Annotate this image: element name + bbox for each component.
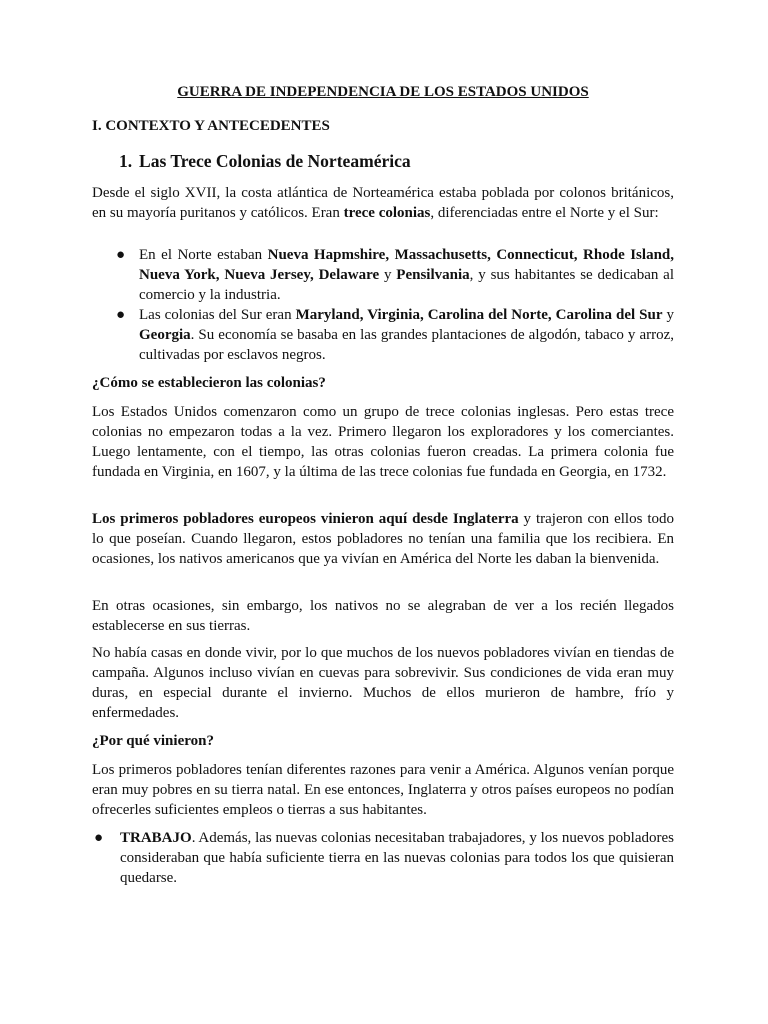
north-text-2: y (379, 267, 397, 283)
work-label: TRABAJO (120, 830, 192, 846)
north-text-1: En el Norte estaban (139, 247, 268, 263)
question-heading-1: ¿Cómo se establecieron las colonias? (92, 375, 326, 391)
paragraph-living-conditions: No había casas en donde vivir, por lo que muchos de los nuevos pobladores vivían en tiendas de campaña. Algunos incluso vivían en cuevas para sobrevivir. Sus condiciones de vida eran muy duras, en especial durante el invierno. Muchos de ellos murieron de hambre, frío y enfermedades. (92, 645, 674, 721)
paragraph-establishment: Los Estados Unidos comenzaron como un grupo de trece colonias inglesas. Pero estas trece colonias no empezaron todas a la vez. Primero llegaron los exploradores y los comerciantes. Luego lentamente, con el tiempo, las otras colonias fueron creadas. La primera colonia fue fundada en Virginia, en 1607, y la última de las trece colonias fue fundada en Georgia, en 1732. (92, 404, 674, 480)
subsection-number: 1. (119, 151, 133, 171)
intro-paragraph (92, 183, 674, 223)
subsection-heading (119, 151, 411, 171)
colonies-list (92, 245, 674, 365)
south-text-1: Las colonias del Sur eran (139, 307, 296, 323)
question-heading-2: ¿Por qué vinieron? (92, 733, 214, 749)
subsection-label: Las Trece Colonias de Norteamérica (139, 151, 411, 171)
list-item-work (92, 828, 674, 888)
list-item-south (92, 305, 674, 365)
first-settlers-bold: Los primeros pobladores europeos vinieron aquí desde Inglaterra (92, 511, 519, 527)
intro-text-2: , diferenciadas entre el Norte y el Sur: (430, 205, 659, 221)
bullet-icon: ● (116, 247, 126, 263)
intro-bold-term: trece colonias (343, 205, 431, 221)
reasons-list (92, 828, 674, 888)
first-settlers-text: y trajeron con ellos todo lo que poseían. Cuando llegaron, estos pobladores no tenían una familia que los recibiera. En ocasiones, los nativos americanos que ya vivían en América del Norte les daban la bienvenida. (92, 511, 674, 567)
south-colony-last: Georgia (139, 327, 191, 343)
south-text-2: y (662, 307, 675, 323)
paragraph-reasons: Los primeros pobladores tenían diferentes razones para venir a América. Algunos venían porque eran muy pobres en su tierra natal. En ese entonces, Inglaterra y otros países europeos no podían ofrecerles suficientes empleos o tierras a sus habitantes. (92, 762, 674, 818)
document-title: GUERRA DE INDEPENDENCIA DE LOS ESTADOS UNIDOS (177, 84, 589, 100)
bullet-icon: ● (94, 830, 104, 846)
bullet-icon: ● (116, 307, 126, 323)
section-heading: I. CONTEXTO Y ANTECEDENTES (92, 118, 330, 134)
paragraph-natives: En otras ocasiones, sin embargo, los nativos no se alegraban de ver a los recién llegados establecerse en sus tierras. (92, 598, 674, 634)
list-item-north (92, 245, 674, 305)
north-colony-last: Pensilvania (396, 267, 470, 283)
intro-text-1: Desde el siglo XVII, la costa atlántica de Norteamérica estaba poblada por colonos británicos, en su mayoría puritanos y católicos. Eran (92, 185, 674, 221)
south-colonies: Maryland, Virginia, Carolina del Norte, Carolina del Sur (295, 307, 663, 323)
work-text: . Además, las nuevas colonias necesitaban trabajadores, y los nuevos pobladores consideraban que había suficiente tierra en las nuevas colonias para todos los que quisieran quedarse. (120, 830, 674, 886)
north-text-3: , y sus habitantes se dedicaban al comercio y la industria. (139, 267, 675, 303)
paragraph-first-settlers (92, 509, 674, 569)
north-colonies: Nueva Hapmshire, Massachusetts, Connecticut, Rhode Island, Nueva York, Nueva Jersey, Delaware (139, 247, 675, 283)
south-text-3: . Su economía se basaba en las grandes plantaciones de algodón, tabaco y arroz, cultivadas por esclavos negros. (139, 327, 674, 363)
